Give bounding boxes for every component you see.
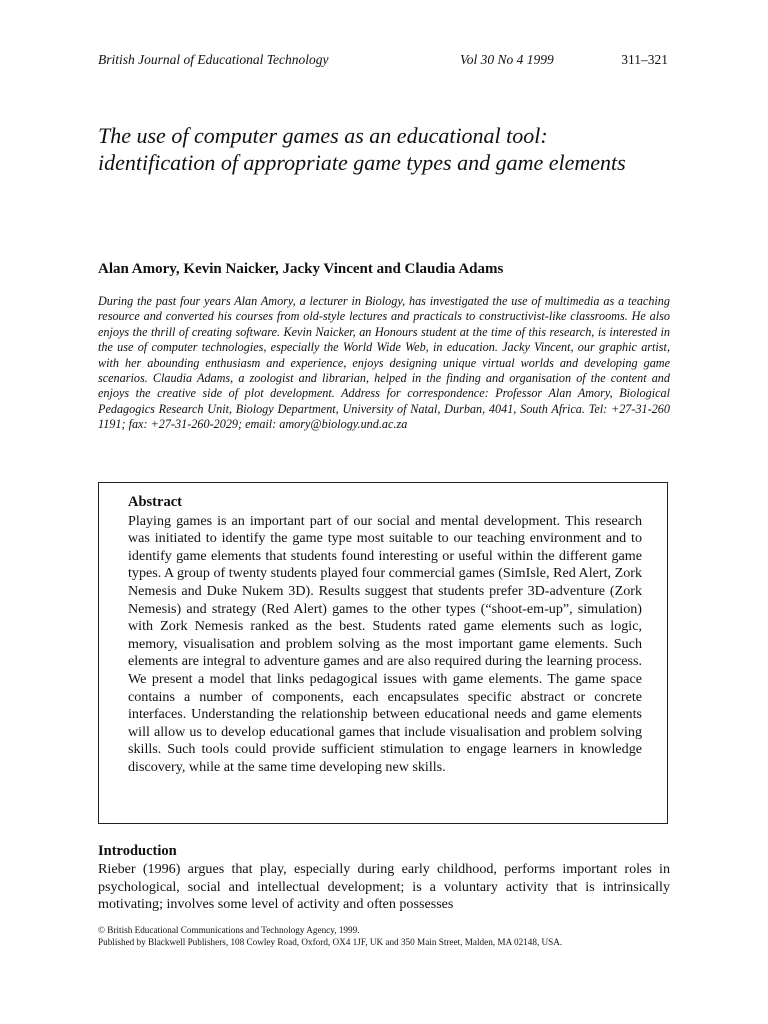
article-title: The use of computer games as an educational tool: identification of appropriate game types and game elements (98, 123, 626, 175)
copyright-notice: © British Educational Communications and Technology Agency, 1999. (98, 925, 360, 935)
volume-info: Vol 30 No 4 1999 (460, 52, 554, 67)
running-head (98, 52, 670, 70)
author-list: Alan Amory, Kevin Naicker, Jacky Vincent and Claudia Adams (98, 261, 504, 277)
page-range: 311–321 (621, 52, 668, 67)
author-biographies: During the past four years Alan Amory, a lecturer in Biology, has investigated the use of multimedia as a teaching resource and converted his courses from old-style lectures and practicals to constructivist-like classrooms. He also enjoys the thrill of creating software. Kevin Naicker, an Honours student at the time of this research, is interested in the use of computer technologies, especially the World Wide Web, in education. Jacky Vincent, our graphic artist, with her abounding enthusiasm and experience, enjoys designing unique virtual worlds and developing game scenarios. Claudia Adams, a zoologist and librarian, helped in the finding and organisation of the content and enjoys the creative side of plot development. Address for correspondence: Professor Alan Amory, Biological Pedagogics Research Unit, Biology Department, University of Natal, Durban, 4041, South Africa. Tel: +27-31-260 1191; fax: +27-31-260-2029; email: amory@biology.und.ac.za (98, 294, 670, 432)
introduction-text: Rieber (1996) argues that play, especially during early childhood, performs important roles in psychological, social and intellectual development; is a voluntary activity that is intrinsically motivating; involves some level of activity and often possesses (98, 861, 670, 913)
journal-name: British Journal of Educational Technology (98, 52, 329, 67)
abstract-box (98, 482, 668, 824)
abstract-content (128, 494, 642, 777)
abstract-text: Playing games is an important part of our social and mental development. This research was initiated to identify the game type most suitable to our teaching environment and to identify game elements that students found interesting or useful within the different game types. A group of twenty students played four commercial games (SimIsle, Red Alert, Zork Nemesis and Duke Nukem 3D). Results suggest that students prefer 3D-adventure (Zork Nemesis) and strategy (Red Alert) games to the other types (“shoot-em-up”, simulation) with Zork Nemesis ranked as the best. Students rated game elements such as logic, memory, visualisation and problem solving as the most important game elements. Such elements are integral to adventure games and are also required during the learning process. We present a model that links pedagogical issues with game elements. The game space contains a number of components, each encapsulates specific abstract or concrete interfaces. Understanding the relationship between educational needs and game elements will allow us to develop educational games that include visualisation and problem solving skills. Such tools could provide sufficient stimulation to engage learners in knowledge discovery, while at the same time developing new skills. (128, 512, 642, 775)
publisher-notice: Published by Blackwell Publishers, 108 Cowley Road, Oxford, OX4 1JF, UK and 350 Main Street, Malden, MA 02148, USA. (98, 937, 563, 947)
abstract-heading: Abstract (128, 494, 182, 510)
page-footer (98, 924, 670, 948)
introduction-heading: Introduction (98, 843, 177, 859)
